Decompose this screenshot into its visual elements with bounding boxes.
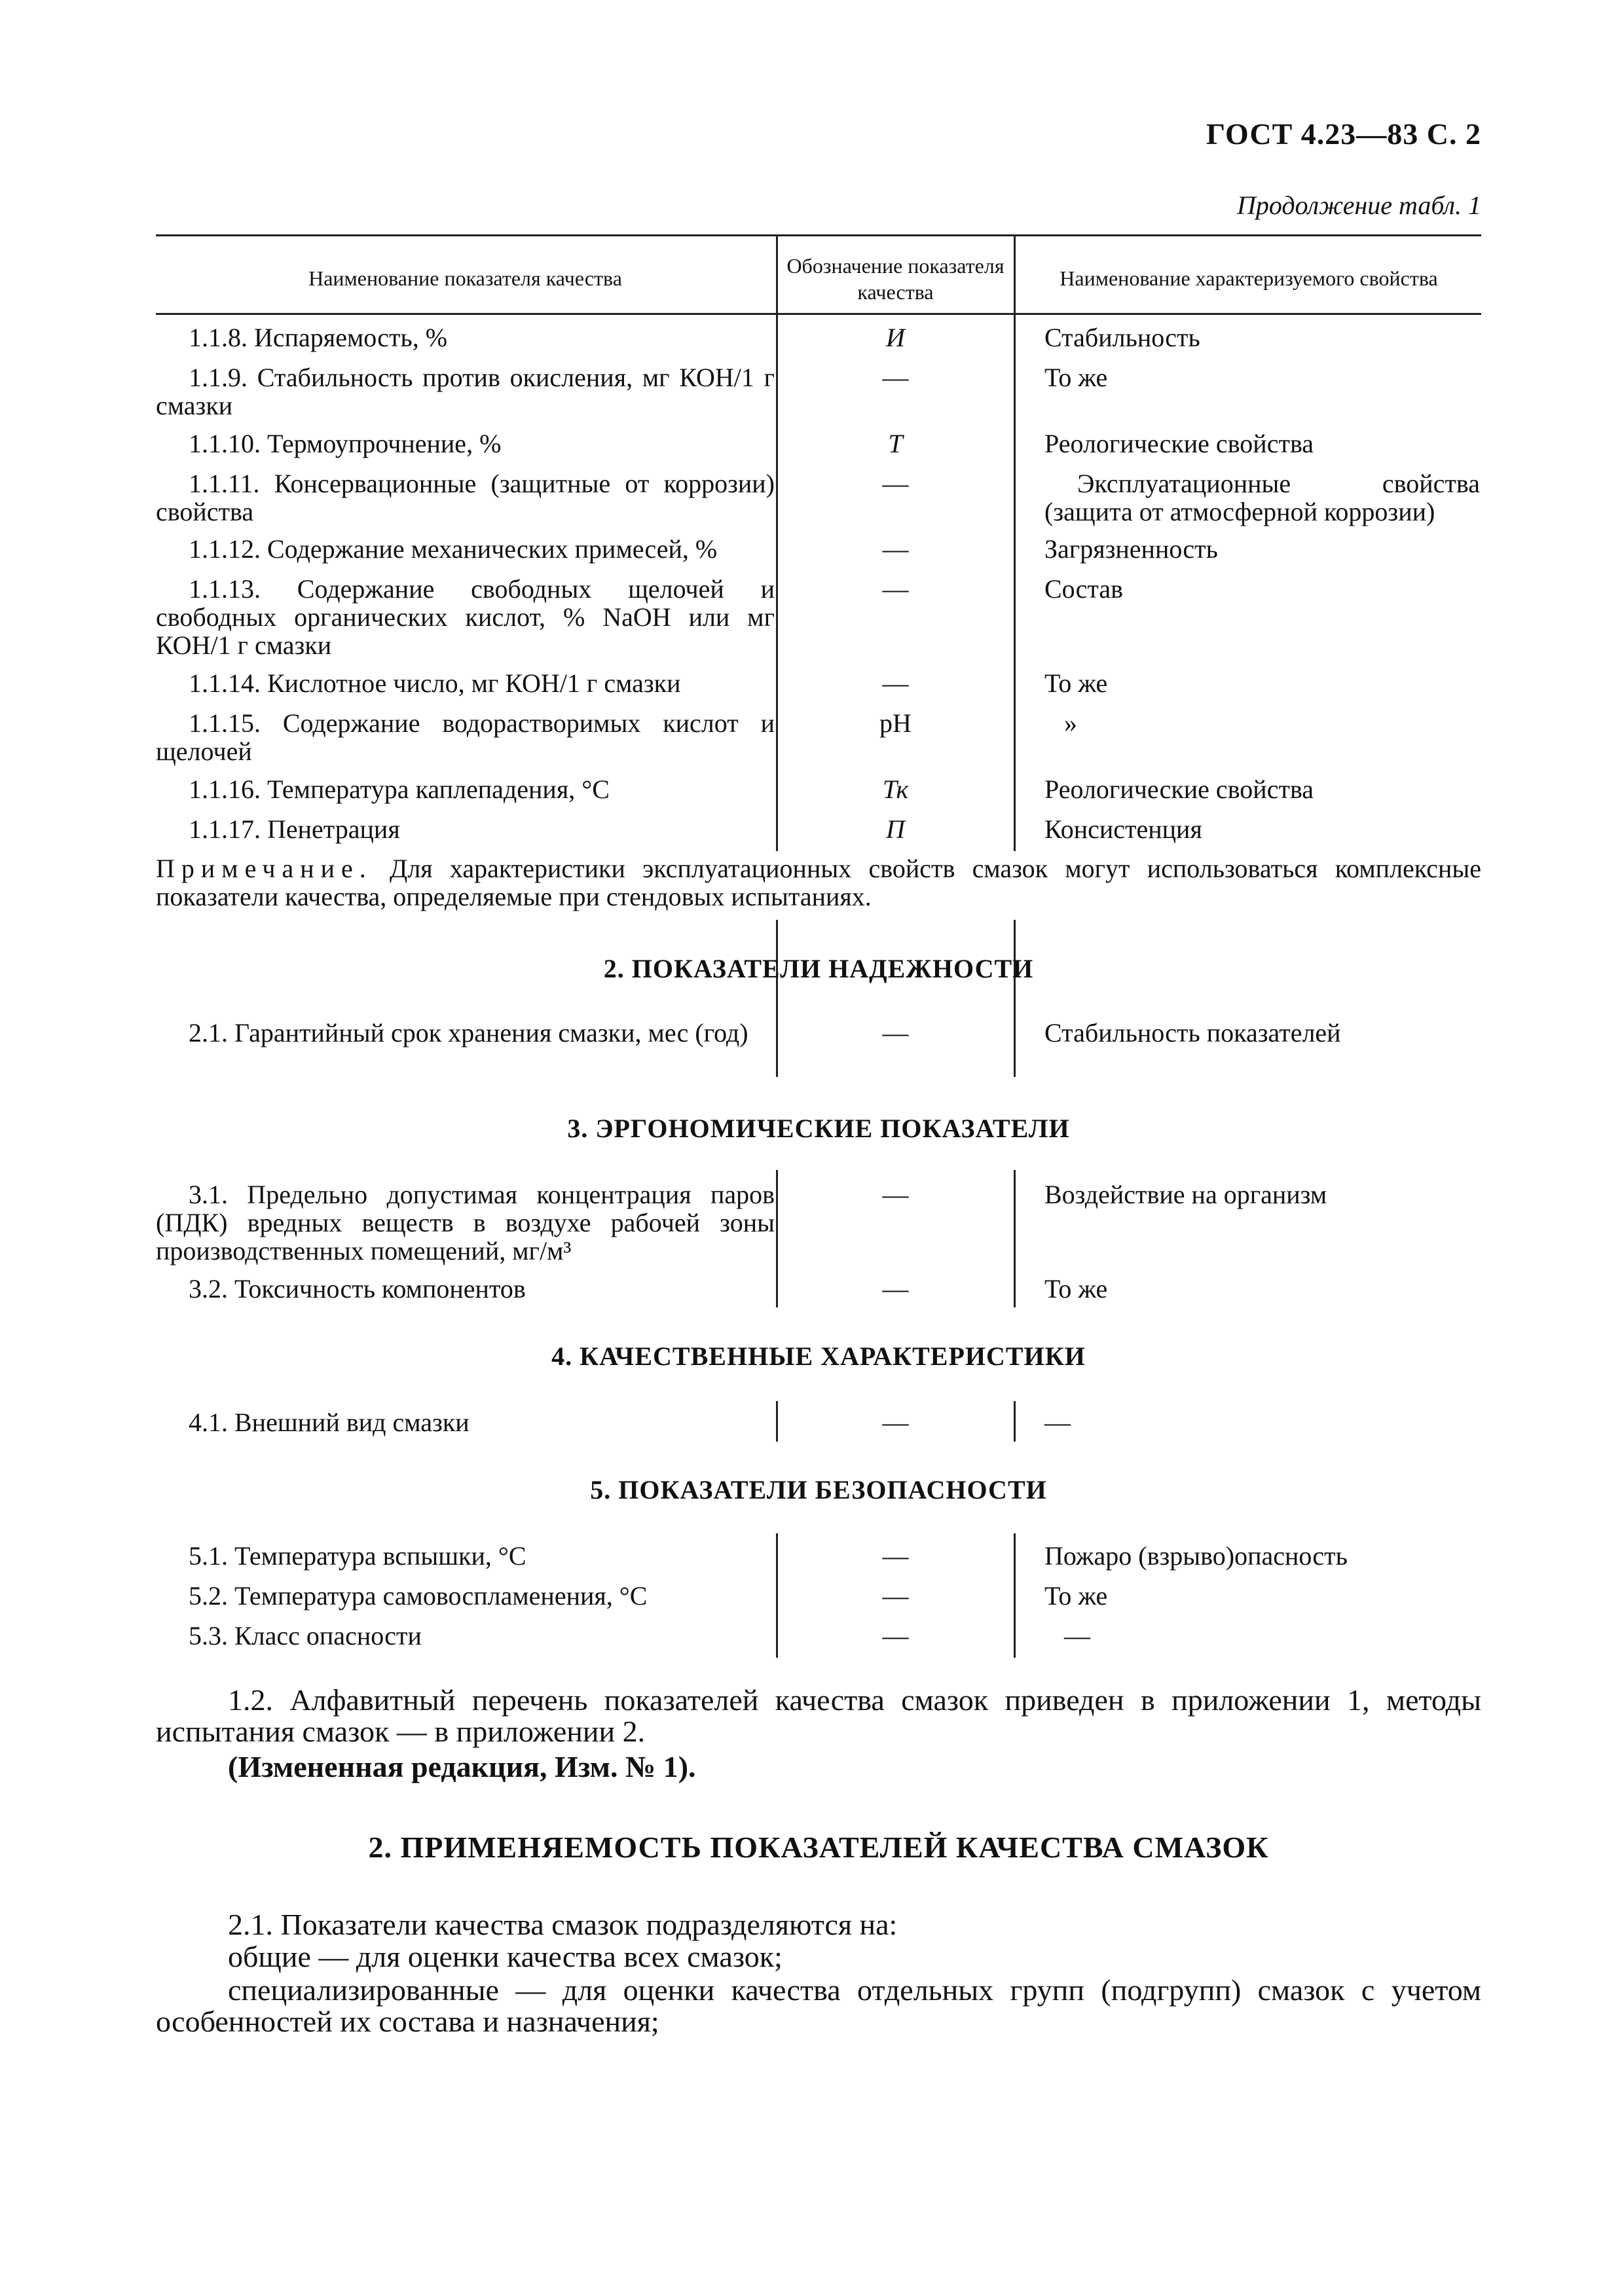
section-title: 5. ПОКАЗАТЕЛИ БЕЗОПАСНОСТИ xyxy=(590,1475,1047,1504)
section-divider xyxy=(1014,1170,1016,1307)
table-row-name: 1.1.14. Кислотное число, мг КОН/1 г смазки xyxy=(189,668,681,698)
paragraph-special: специализированные — для оценки качества отдельных групп (подгрупп) смазок с учетом особенностей их состава и назначения; xyxy=(156,1973,1481,2038)
table-row-symbol: — xyxy=(882,1180,909,1209)
table-row-name: 3.2. Токсичность компонентов xyxy=(189,1274,526,1303)
table-row-symbol: pH xyxy=(879,708,912,738)
table-top-rule xyxy=(156,234,1481,236)
table-row-property: Реологические свойства xyxy=(1044,774,1314,804)
paragraph-general: общие — для оценки качества всех смазок; xyxy=(228,1940,783,1973)
table-row-name: 3.1. Предельно допустимая концентрация паров (ПДК) вредных веществ в воздухе рабочей зоны производственных помещений, мг/м³ xyxy=(156,1180,775,1266)
table-row-symbol: — xyxy=(882,668,909,698)
table-row-property: Реологические свойства xyxy=(1044,429,1314,458)
section-divider xyxy=(1014,1401,1016,1442)
table-row-symbol: — xyxy=(882,1274,909,1303)
table-row-symbol: — xyxy=(882,1018,909,1048)
table-divider-2 xyxy=(1014,234,1016,1072)
table-row-property: Воздействие на организм xyxy=(1044,1180,1327,1209)
section-title: 4. КАЧЕСТВЕННЫЕ ХАРАКТЕРИСТИКИ xyxy=(551,1341,1086,1371)
section-title: 2. ПОКАЗАТЕЛИ НАДЕЖНОСТИ xyxy=(603,954,1034,983)
column-header-property: Наименование характеризуемого свойства xyxy=(1060,266,1438,290)
paragraph-2-1: 2.1. Показатели качества смазок подразделяются на: xyxy=(228,1908,898,1941)
table-continuation-label: Продолжение табл. 1 xyxy=(1236,191,1481,220)
table-row-name: 5.3. Класс опасности xyxy=(189,1621,422,1650)
table-row-property: — xyxy=(1064,1621,1090,1650)
table-row-property: То же xyxy=(1044,363,1108,392)
table-row-property: То же xyxy=(1044,668,1108,698)
note-label: Примечание. xyxy=(156,854,373,883)
section-divider xyxy=(776,1533,778,1658)
table-row-name: 1.1.9. Стабильность против окисления, мг КОН/1 г смазки xyxy=(156,363,775,420)
table-row-symbol: Тк xyxy=(882,774,909,804)
table-row-symbol: Т xyxy=(888,429,903,458)
section-divider xyxy=(1014,1533,1016,1658)
section-divider xyxy=(776,1008,778,1077)
table-row-name: 1.1.17. Пенетрация xyxy=(189,814,400,844)
table-row-property: То же xyxy=(1044,1274,1108,1303)
table-row-symbol: — xyxy=(882,1408,909,1437)
table-row-symbol: — xyxy=(882,469,909,498)
column-header-name: Наименование показателя качества xyxy=(308,266,622,290)
table-note xyxy=(156,854,1481,911)
table-row-name: 2.1. Гарантийный срок хранения смазки, мес (год) xyxy=(189,1018,748,1048)
chapter-title: 2. ПРИМЕНЯЕМОСТЬ ПОКАЗАТЕЛЕЙ КАЧЕСТВА СМАЗОК xyxy=(368,1831,1269,1864)
section-divider xyxy=(776,1170,778,1307)
page-header: ГОСТ 4.23—83 С. 2 xyxy=(1206,117,1481,151)
table-row-property: — xyxy=(1044,1408,1071,1437)
table-row-name: 1.1.11. Консервационные (защитные от коррозии) свойства xyxy=(156,469,775,526)
table-row-symbol: П xyxy=(886,814,905,844)
section-divider xyxy=(776,1401,778,1442)
table-row-name: 1.1.10. Термоупрочнение, % xyxy=(189,429,502,458)
table-row-name: 1.1.8. Испаряемость, % xyxy=(189,323,448,352)
table-row-name: 1.1.16. Температура каплепадения, °С xyxy=(189,774,610,804)
table-row-symbol: — xyxy=(882,1541,909,1571)
table-row-property: Эксплуатационные свойства (защита от атмосферной коррозии) xyxy=(1044,469,1480,526)
table-row-symbol: — xyxy=(882,574,909,604)
table-row-symbol: И xyxy=(886,323,905,352)
table-row-name: 5.2. Температура самовоспламенения, °С xyxy=(189,1581,648,1611)
table-row-property: Консистенция xyxy=(1044,814,1202,844)
table-row-name: 5.1. Температура вспышки, °С xyxy=(189,1541,526,1571)
table-row-property: Пожаро (взрыво)опасность xyxy=(1044,1541,1348,1571)
paragraph-1-2: 1.2. Алфавитный перечень показателей качества смазок приведен в приложении 1, методы испытания смазок — в приложении 2. xyxy=(156,1683,1481,1748)
column-header-symbol: Обозначение показателя качества xyxy=(786,254,1005,304)
table-row-symbol: — xyxy=(882,1621,909,1650)
note-text: Для характеристики эксплуатационных свойств смазок могут использоваться комплексные показатели качества, определяемые при стендовых испытаниях. xyxy=(156,854,1482,911)
edit-note: (Измененная редакция, Изм. № 1). xyxy=(228,1750,696,1783)
table-row-symbol: — xyxy=(882,363,909,392)
section-divider xyxy=(1014,1008,1016,1077)
table-row-property: То же xyxy=(1044,1581,1108,1611)
table-row-property: Загрязненность xyxy=(1044,534,1218,564)
table-row-property: » xyxy=(1064,708,1077,738)
table-row-property: Состав xyxy=(1044,574,1124,604)
table-row-name: 1.1.13. Содержание свободных щелочей и свободных органических кислот, % NaOH или мг КОН/1 г смазки xyxy=(156,574,775,660)
table-row-symbol: — xyxy=(882,1581,909,1611)
section-title: 3. ЭРГОНОМИЧЕСКИЕ ПОКАЗАТЕЛИ xyxy=(567,1114,1070,1143)
table-row-name: 4.1. Внешний вид смазки xyxy=(189,1408,470,1437)
table-row-name: 1.1.12. Содержание механических примесей, % xyxy=(189,534,718,564)
table-row-property: Стабильность xyxy=(1044,323,1200,352)
table-divider-1 xyxy=(776,234,778,1072)
table-header-rule xyxy=(156,313,1481,315)
table-row-symbol: — xyxy=(882,534,909,564)
table-row-property: Стабильность показателей xyxy=(1044,1018,1341,1048)
table-row-name: 1.1.15. Содержание водорастворимых кислот и щелочей xyxy=(156,708,775,766)
